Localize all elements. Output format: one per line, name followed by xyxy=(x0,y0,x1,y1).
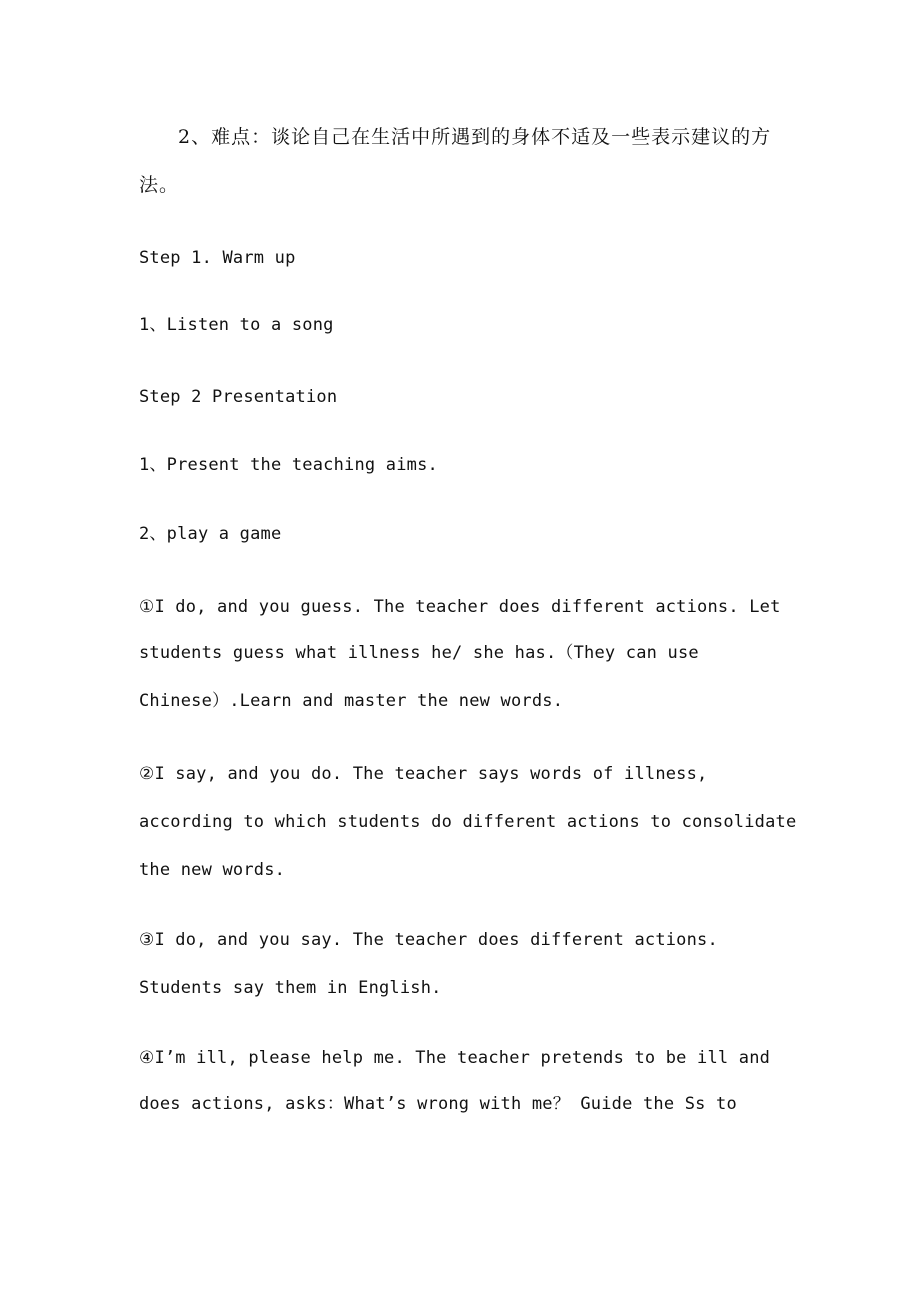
game-2-line-3: the new words. xyxy=(139,860,286,880)
game-3-line-2: Students say them in English. xyxy=(139,978,442,998)
game-1-line-2: students guess what illness he/ she has.（They can use xyxy=(139,643,699,663)
game-1-line-3: Chinese）.Learn and master the new words. xyxy=(139,691,564,711)
game-4-line-1: ④I’m ill, please help me. The teacher pretends to be ill and xyxy=(139,1048,771,1068)
step-2-item-1: 1、Present the teaching aims. xyxy=(139,455,438,475)
step-2-heading: Step 2 Presentation xyxy=(139,387,338,407)
step-2-item-2: 2、play a game xyxy=(139,524,282,544)
game-1-line-1: ①I do, and you guess. The teacher does different actions. Let xyxy=(139,597,781,617)
game-2-line-1: ②I say, and you do. The teacher says words of illness, xyxy=(139,764,708,784)
game-4-line-2: does actions, asks：What’s wrong with me？ Guide the Ss to xyxy=(139,1094,737,1114)
game-2-line-2: according to which students do different actions to consolidate xyxy=(139,812,797,832)
step-1-item-1: 1、Listen to a song xyxy=(139,315,334,335)
step-1-heading: Step 1. Warm up xyxy=(139,248,296,268)
difficulty-heading-continuation: 法。 xyxy=(139,174,180,196)
game-3-line-1: ③I do, and you say. The teacher does different actions. xyxy=(139,930,718,950)
difficulty-heading-line: 2、难点：谈论自己在生活中所遇到的身体不适及一些表示建议的方 xyxy=(178,126,772,148)
